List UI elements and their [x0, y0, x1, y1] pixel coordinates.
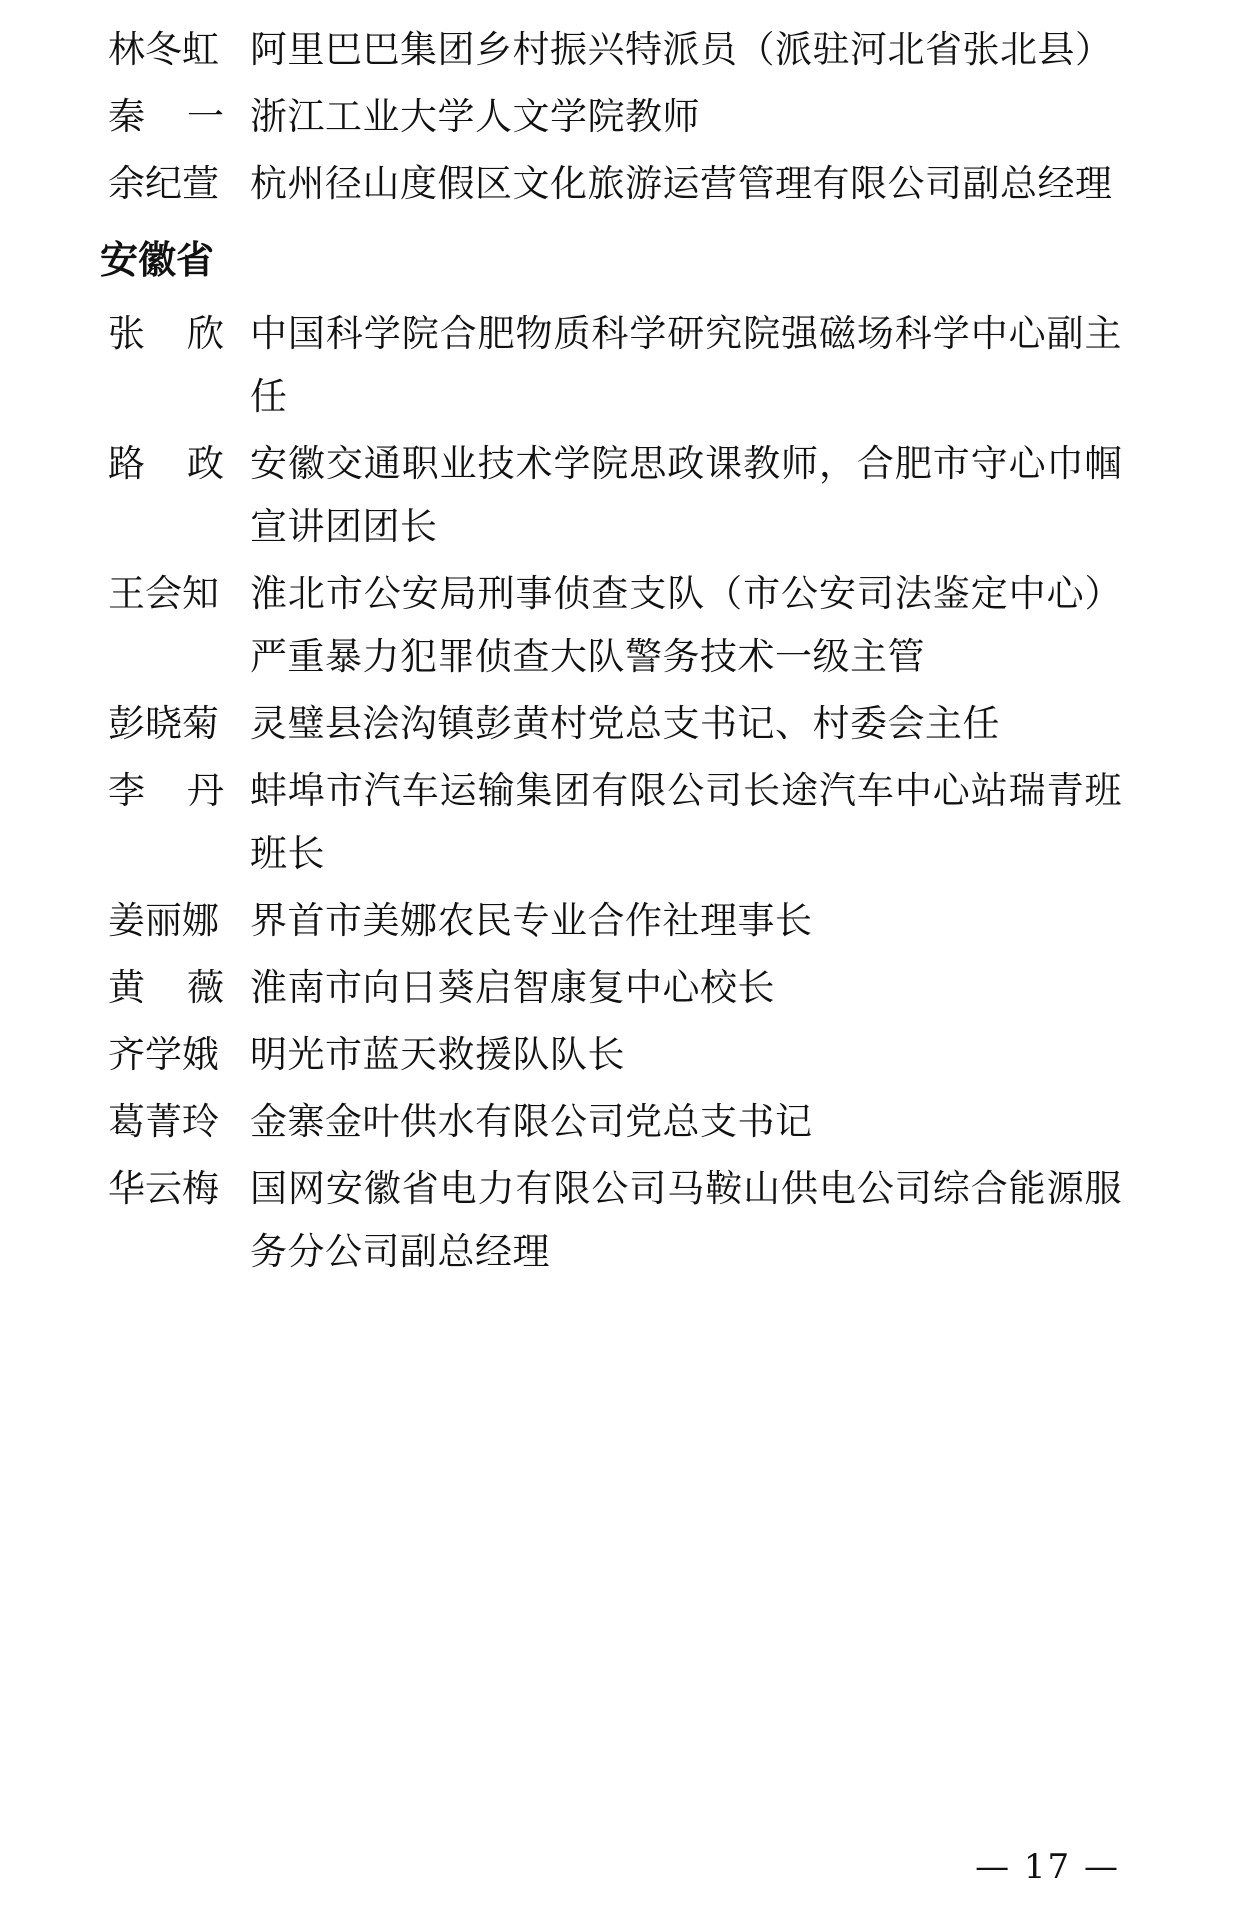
entry-description: 中国科学院合肥物质科学研究院强磁场科学中心副主任: [250, 312, 1122, 418]
entry-name: 华云梅: [108, 1167, 219, 1210]
entry-name: 余纪萱: [108, 162, 219, 205]
entry-name-part: 一: [187, 95, 224, 138]
entry-description: 界首市美娜农民专业合作社理事长: [250, 899, 813, 942]
entry-name: [100, 432, 250, 495]
entry-description: 淮南市向日葵启智康复中心校长: [250, 966, 775, 1009]
list-item: [100, 302, 1122, 428]
entry-name: 彭晓菊: [108, 702, 219, 745]
entry-name: 王会知: [108, 572, 219, 615]
entry-name-part: 丹: [187, 769, 224, 812]
entry-name-part: 秦: [108, 95, 145, 138]
list-item: [100, 562, 1122, 688]
entry-description: 蚌埠市汽车运输集团有限公司长途汽车中心站瑞青班班长: [250, 769, 1122, 875]
section-heading: 安徽省: [100, 238, 215, 282]
list-item: [100, 1023, 1122, 1086]
entry-name-part: 欣: [187, 312, 224, 355]
list-item: [100, 85, 1122, 148]
entry-description: 灵璧县浍沟镇彭黄村党总支书记、村委会主任: [250, 702, 1000, 745]
entry-description: 杭州径山度假区文化旅游运营管理有限公司副总经理: [250, 162, 1113, 205]
list-item: [100, 18, 1122, 81]
entry-name-part: 薇: [187, 966, 224, 1009]
page-number: — 17 —: [975, 1847, 1120, 1887]
list-item: [100, 889, 1122, 952]
entry-description: 浙江工业大学人文学院教师: [250, 95, 700, 138]
list-item: [100, 956, 1122, 1019]
entry-name-part: 路: [108, 442, 145, 485]
list-item: [100, 1157, 1122, 1283]
entry-name: [100, 85, 250, 148]
entry-description: 淮北市公安局刑事侦查支队（市公安司法鉴定中心）严重暴力犯罪侦查大队警务技术一级主管: [250, 572, 1122, 678]
entry-name-part: 李: [108, 769, 145, 812]
entry-name-part: 张: [108, 312, 145, 355]
list-item: [100, 1090, 1122, 1153]
list-item: [100, 432, 1122, 558]
entry-description: 阿里巴巴集团乡村振兴特派员（派驻河北省张北县）: [250, 28, 1113, 71]
entry-name: 林冬虹: [108, 28, 219, 71]
entry-description: 明光市蓝天救援队队长: [250, 1033, 625, 1076]
list-item: [100, 759, 1122, 885]
entry-name: [100, 759, 250, 822]
entry-description: 金寨金叶供水有限公司党总支书记: [250, 1100, 813, 1143]
entry-name: [100, 302, 250, 365]
entry-name: 齐学娥: [108, 1033, 219, 1076]
entry-description: 国网安徽省电力有限公司马鞍山供电公司综合能源服务分公司副总经理: [250, 1167, 1122, 1273]
entry-name-part: 黄: [108, 966, 145, 1009]
entry-description: 安徽交通职业技术学院思政课教师，合肥市守心巾帼宣讲团团长: [250, 442, 1122, 548]
list-item: [100, 692, 1122, 755]
entry-name-part: 政: [187, 442, 224, 485]
entry-name: [100, 956, 250, 1019]
list-item: [100, 152, 1122, 215]
entry-name: 姜丽娜: [108, 899, 219, 942]
entry-name: 葛菁玲: [108, 1100, 219, 1143]
